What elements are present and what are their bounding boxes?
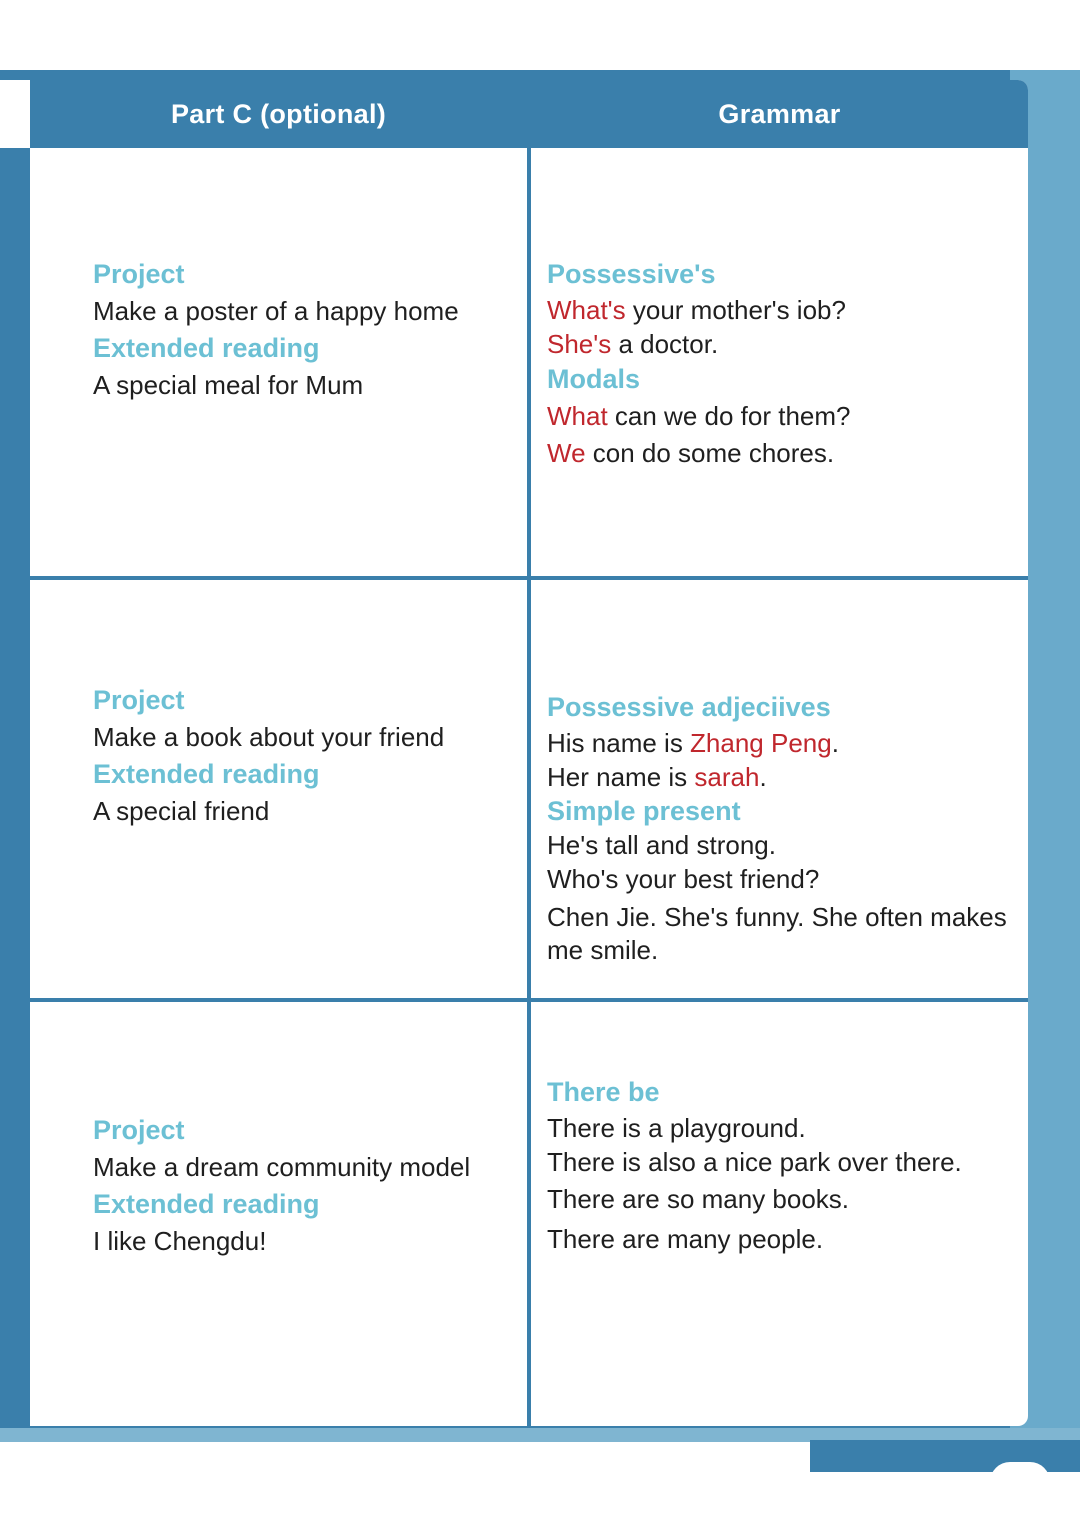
highlight-word: What [547, 401, 608, 431]
grammar-example: Who's your best friend? [547, 864, 820, 894]
row2-grammar-cell [547, 689, 1027, 967]
row1-part-c-cell [93, 256, 523, 404]
example-rest: Her name is [547, 762, 695, 792]
example-rest: your mother's iob? [625, 295, 846, 325]
grammar-example: There are many people. [547, 1224, 824, 1254]
project-label: Project [93, 259, 185, 289]
row2-part-c-cell [93, 682, 523, 830]
row3-part-c-cell [93, 1112, 523, 1260]
project-label: Project [93, 685, 185, 715]
project-text: Make a book about your friend [93, 722, 445, 752]
grammar-example: There is also a nice park over there. [547, 1147, 962, 1177]
row-divider [30, 998, 1028, 1002]
grammar-example [547, 435, 1027, 472]
header-grammar: Grammar [718, 98, 841, 129]
grammar-example [547, 327, 1027, 361]
example-rest: . [831, 728, 839, 758]
grammar-heading: Simple present [547, 796, 741, 826]
example-rest: His name is [547, 728, 691, 758]
grammar-heading: Possessive's [547, 259, 716, 289]
extended-reading-text: A special friend [93, 796, 270, 826]
grammar-example: Chen Jie. She's funny. She often makes me smile. [547, 902, 1007, 965]
highlight-word: We [547, 438, 586, 468]
grammar-example: There are so many books. [547, 1184, 850, 1214]
row3-grammar-cell [547, 1074, 1027, 1259]
extended-reading-label: Extended reading [93, 1189, 320, 1219]
grammar-example [547, 293, 1027, 327]
grammar-heading: Modals [547, 364, 641, 394]
project-text: Make a poster of a happy home [93, 296, 459, 326]
extended-reading-label: Extended reading [93, 333, 320, 363]
highlight-word: Zhang Peng [690, 728, 832, 758]
grammar-heading: Possessive adjeciives [547, 692, 831, 722]
grammar-example: There is a playground. [547, 1113, 806, 1143]
corner-curve-decoration [990, 1462, 1050, 1482]
column-divider [527, 80, 531, 1426]
example-rest: a doctor. [611, 329, 719, 359]
example-rest: con do some chores. [585, 438, 835, 468]
row1-grammar-cell [547, 256, 1027, 472]
example-rest: can we do for them? [607, 401, 851, 431]
project-text: Make a dream community model [93, 1152, 471, 1182]
extended-reading-text: I like Chengdu! [93, 1226, 267, 1256]
grammar-example [547, 726, 1027, 760]
grammar-example: He's tall and strong. [547, 830, 776, 860]
curriculum-table [30, 80, 1028, 1426]
highlight-word: sarah [694, 762, 760, 792]
grammar-example [547, 398, 1027, 435]
highlight-word: She's [547, 329, 612, 359]
header-part-c: Part C (optional) [170, 98, 387, 129]
highlight-word: What's [547, 295, 626, 325]
header-left-gap [0, 80, 30, 148]
example-rest: . [759, 762, 767, 792]
extended-reading-text: A special meal for Mum [93, 370, 364, 400]
grammar-example [547, 760, 1027, 794]
grammar-heading: There be [547, 1077, 660, 1107]
row-divider [30, 576, 1028, 580]
project-label: Project [93, 1115, 185, 1145]
extended-reading-label: Extended reading [93, 759, 320, 789]
